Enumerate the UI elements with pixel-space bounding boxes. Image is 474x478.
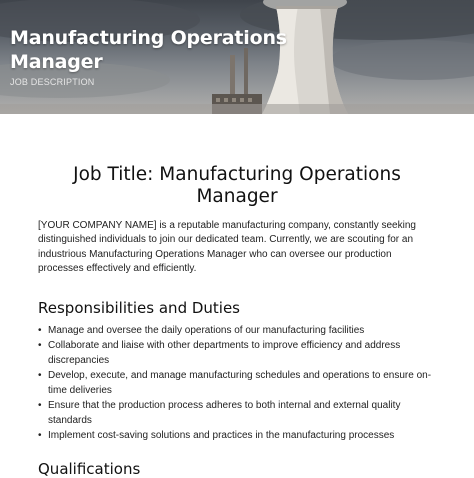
list-item: • Manage and oversee the daily operations of our manufacturing facilities — [38, 324, 438, 339]
document-title: Job Title: Manufacturing Operations Manager — [73, 164, 401, 207]
qualifications-heading: Qualifications — [38, 460, 141, 478]
list-item: • Ensure that the production process adheres to both internal and external quality standards — [38, 399, 438, 428]
list-item: • Collaborate and liaise with other departments to improve efficiency and address discrepancies — [38, 339, 438, 368]
responsibilities-list — [38, 324, 438, 445]
responsibilities-heading: Responsibilities and Duties — [38, 299, 241, 317]
list-item: • Develop, execute, and manage manufacturing schedules and operations to ensure on-time deliveries — [38, 369, 438, 398]
list-item: • Implement cost-saving solutions and practices in the manufacturing processes — [38, 429, 438, 444]
header-banner — [0, 0, 474, 114]
banner-title: Manufacturing Operations Manager — [10, 27, 287, 73]
intro-paragraph: [YOUR COMPANY NAME] is a reputable manufacturing company, constantly seeking distinguished individuals to join our dedicated team. Currently, we are scouting for an industrious Manufacturing Operations Manager who can oversee our production processes effectively and efficiently. — [38, 220, 416, 274]
banner-subtitle: JOB DESCRIPTION — [10, 77, 95, 87]
